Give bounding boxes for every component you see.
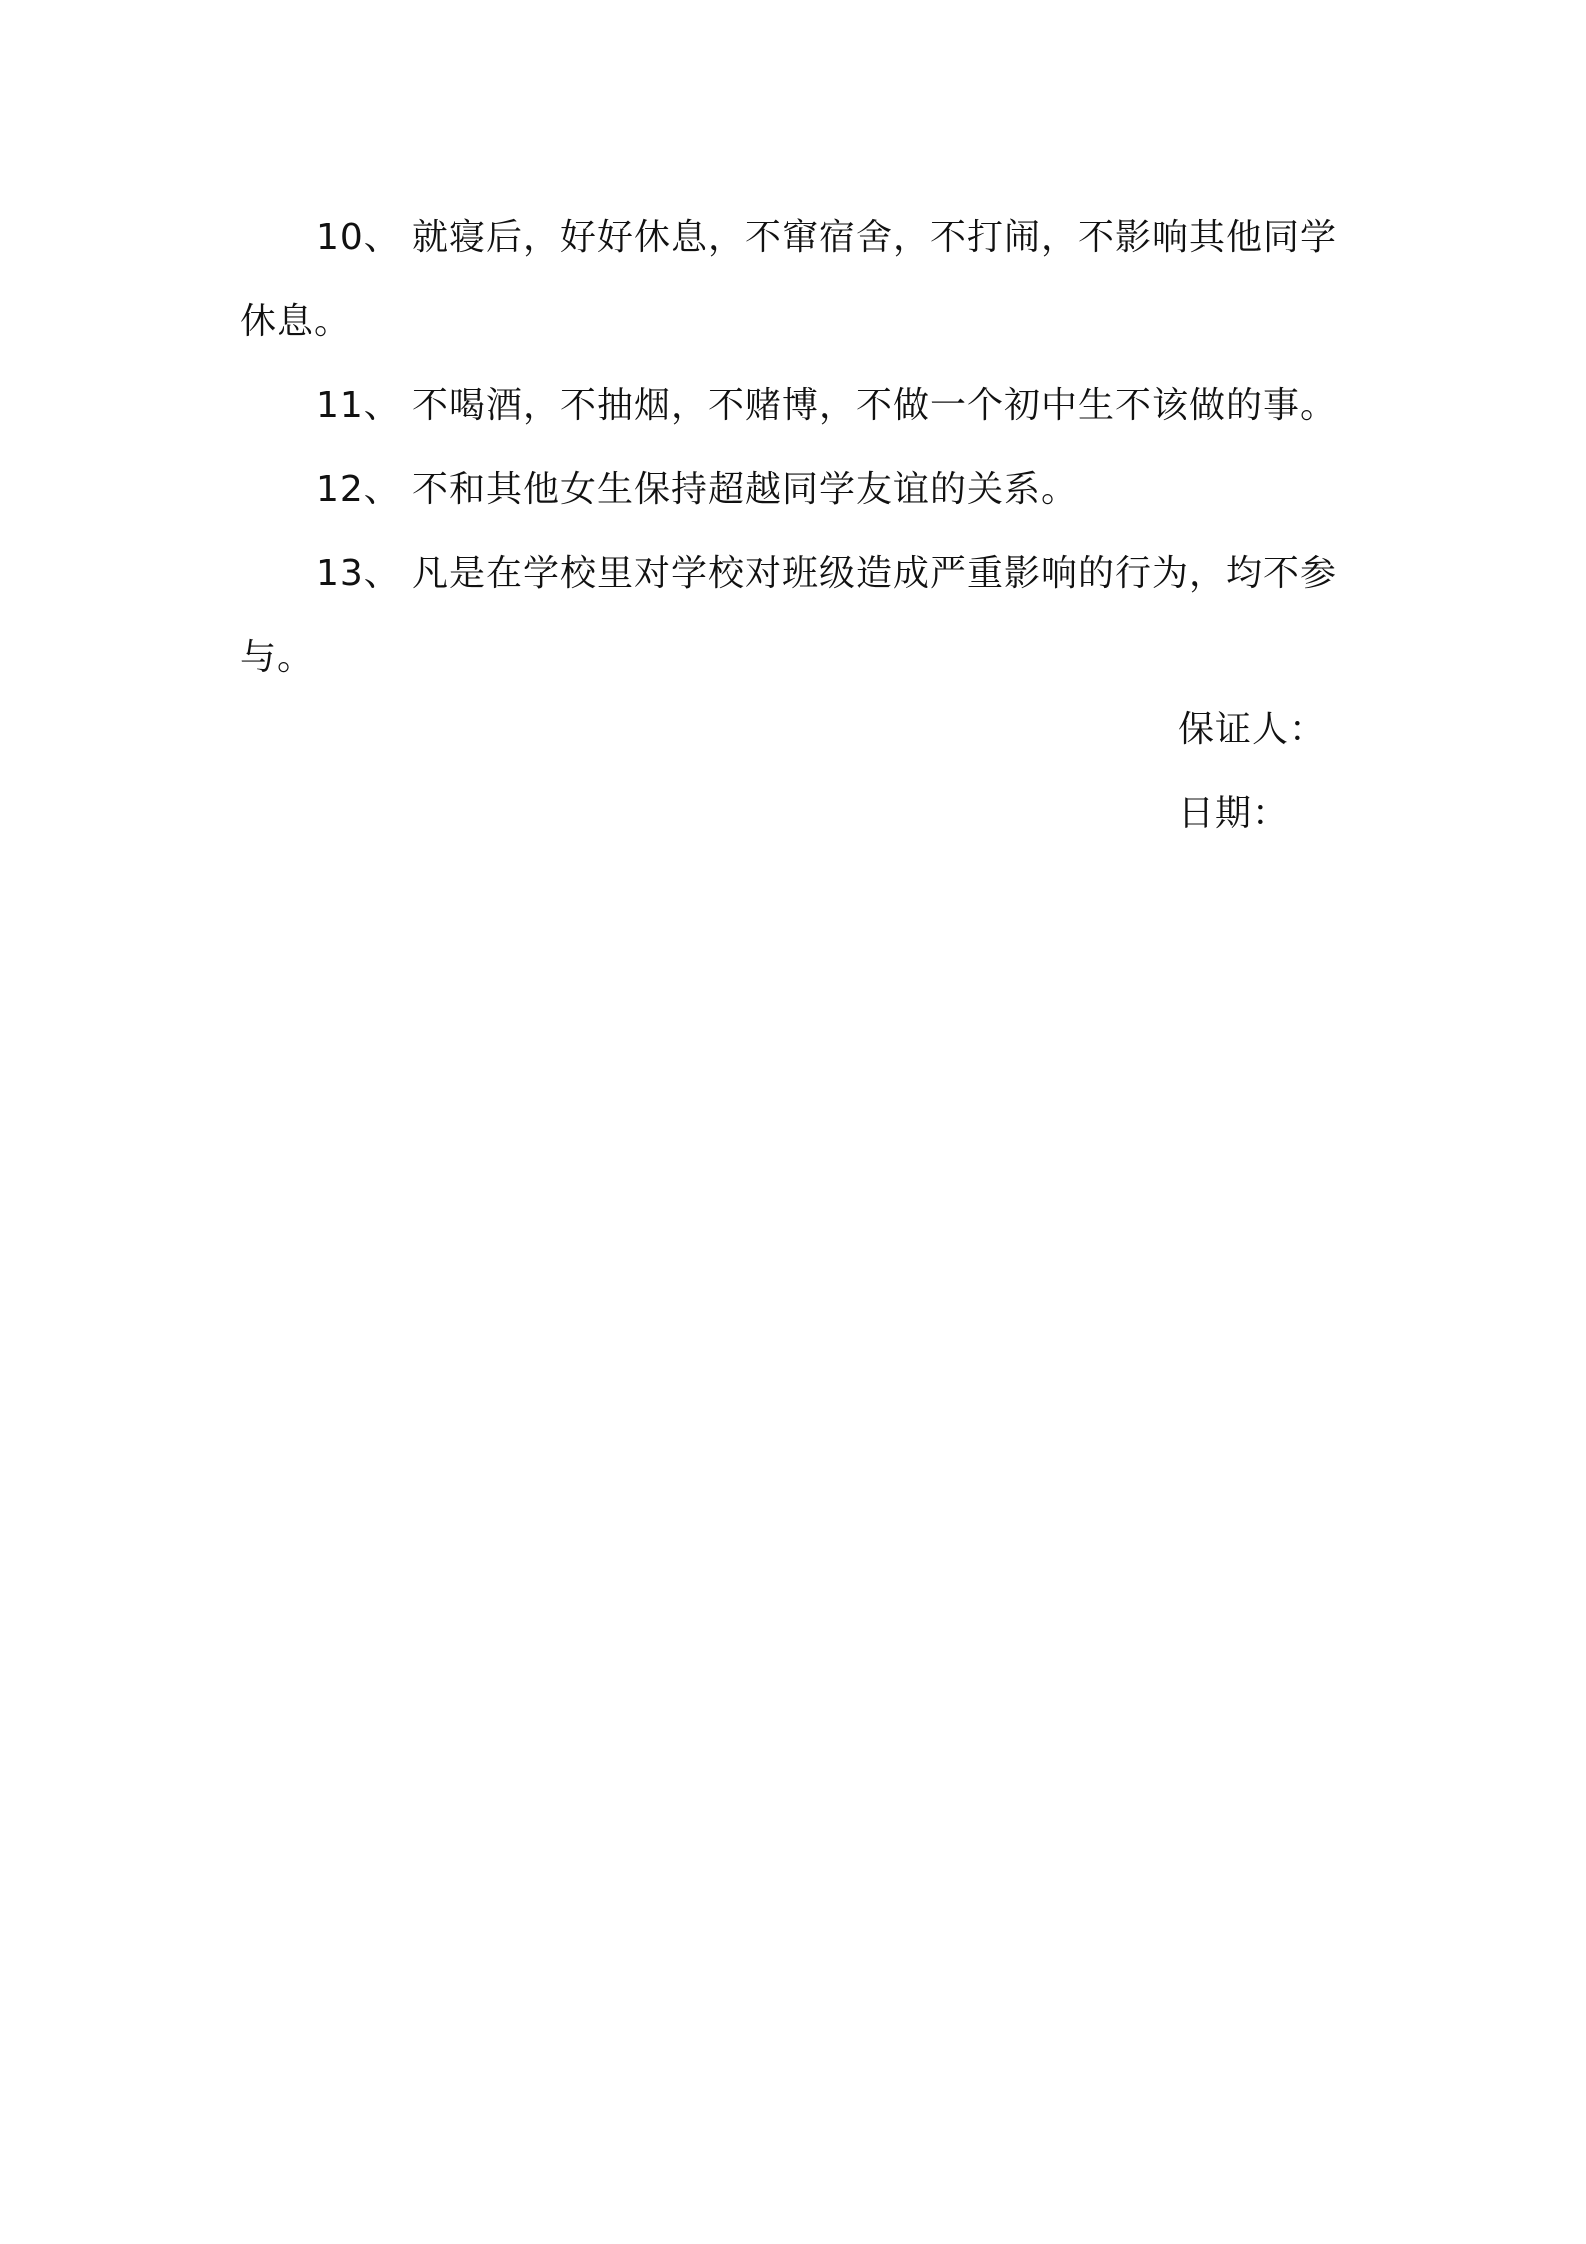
- rule-number: 11、: [316, 385, 401, 426]
- rule-number: 10、: [316, 217, 401, 258]
- rule-item-12: [240, 448, 1350, 532]
- rule-text: 不喝酒，不抽烟，不赌博，不做一个初中生不该做的事。: [412, 385, 1338, 426]
- rule-item-11: [240, 364, 1350, 448]
- rule-text: 凡是在学校里对学校对班级造成严重影响的行为，均不参: [412, 553, 1338, 594]
- rule-text: 就寝后，好好休息，不窜宿舍，不打闹，不影响其他同学: [412, 217, 1338, 258]
- rule-item-13: [240, 532, 1350, 700]
- guarantor-label: 保证人：: [1178, 709, 1327, 750]
- rule-number: 12、: [316, 469, 401, 510]
- rule-number: 13、: [316, 553, 401, 594]
- rule-text-continued: 与。: [240, 637, 315, 678]
- date-label: 日期：: [1178, 793, 1290, 834]
- rule-item-10: [240, 196, 1350, 364]
- rules-list: [240, 196, 1350, 700]
- rule-text-continued: 休息。: [240, 301, 352, 342]
- rule-text: 不和其他女生保持超越同学友谊的关系。: [412, 469, 1079, 510]
